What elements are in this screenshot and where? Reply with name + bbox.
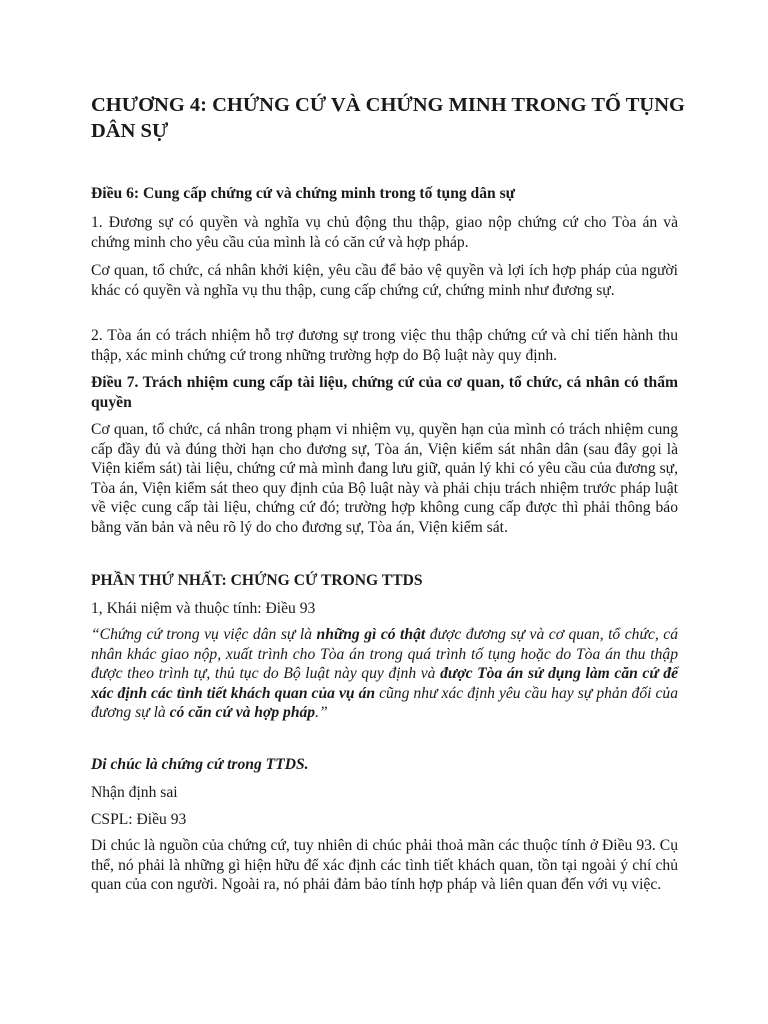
chapter-title-line1: CHƯƠNG 4: CHỨNG CỨ VÀ CHỨNG MINH TRONG TỐ TỤNG — [91, 94, 685, 116]
article6-paragraph1: 1. Đương sự có quyền và nghĩa vụ chủ động thu thập, giao nộp chứng cứ cho Tòa án và chứng minh cho yêu cầu của mình là có căn cứ và hợp pháp. — [91, 214, 678, 251]
article6-paragraph2: Cơ quan, tổ chức, cá nhân khởi kiện, yêu cầu để bảo vệ quyền và lợi ích hợp pháp của người khác có quyền và nghĩa vụ thu thập, cung cấp chứng cứ, chứng minh như đương sự. — [91, 262, 678, 299]
question-verdict: Nhận định sai — [91, 784, 178, 801]
quote-text-3: cũng như xác định yêu cầu hay sự phản đối của đương sự là — [91, 684, 678, 721]
question-explanation: Di chúc là nguồn của chứng cứ, tuy nhiên di chúc phải thoả mãn các thuộc tính ở Điều 93. Cụ thể, nó phải là những gì hiện hữu để xác định các tình tiết khách quan, tồn tại ngoài ý chí chủ quan của con người. Ngoài ra, nó phải đảm bảo tính hợp pháp và liên quan đến với vụ việc. — [91, 837, 678, 893]
article7-paragraph1: Cơ quan, tổ chức, cá nhân trong phạm vi nhiệm vụ, quyền hạn của mình có trách nhiệm cung cấp đầy đủ và đúng thời hạn cho đương sự, Tòa án, Viện kiểm sát nhân dân (sau đây gọi là Viện kiểm sát) tài liệu, chứng cứ mà mình đang lưu giữ, quản lý khi có yêu cầu của đương sự, Tòa án, Viện kiểm sát theo quy định của Bộ luật này và phải chịu trách nhiệm trước pháp luật về việc cung cấp tài liệu, chứng cứ đó; trường hợp không cung cấp được thì phải thông báo bằng văn bản và nêu rõ lý do cho đương sự, Tòa án, Viện kiểm sát. — [91, 421, 678, 536]
chapter-title — [91, 92, 691, 144]
question-statement: Di chúc là chứng cứ trong TTDS. — [91, 756, 309, 773]
article7-heading: Điều 7. Trách nhiệm cung cấp tài liệu, chứng cứ của cơ quan, tổ chức, cá nhân có thẩm quyền — [91, 374, 678, 411]
part1-concept-line: 1, Khái niệm và thuộc tính: Điều 93 — [91, 600, 316, 617]
article6-paragraph3: 2. Tòa án có trách nhiệm hỗ trợ đương sự trong việc thu thập chứng cứ và chỉ tiến hành thu thập, xác minh chứng cứ trong những trường hợp do Bộ luật này quy định. — [91, 327, 678, 364]
quote-emphasis-3: có căn cứ và hợp pháp — [169, 704, 316, 721]
quote-text-1: “Chứng cứ trong vụ việc dân sự là — [91, 626, 317, 643]
part1-heading: PHẦN THỨ NHẤT: CHỨNG CỨ TRONG TTDS — [91, 572, 423, 589]
quote-emphasis-2: được Tòa án sử dụng làm căn cứ để xác định các tình tiết khách quan của vụ án — [91, 665, 678, 702]
chapter-title-line2: DÂN SỰ — [91, 120, 169, 142]
definition-quote — [91, 625, 678, 723]
question-legal-basis: CSPL: Điều 93 — [91, 811, 187, 828]
quote-text-2: được đương sự và cơ quan, tổ chức, cá nhân khác giao nộp, xuất trình cho Tòa án trong quá trình tố tụng hoặc do Tòa án thu thập được theo trình tự, thủ tục do Bộ luật này quy định và — [91, 626, 678, 682]
article6-heading: Điều 6: Cung cấp chứng cứ và chứng minh trong tố tụng dân sự — [91, 185, 516, 202]
quote-text-4: .” — [315, 704, 328, 721]
quote-emphasis-1: những gì có thật — [316, 626, 426, 643]
